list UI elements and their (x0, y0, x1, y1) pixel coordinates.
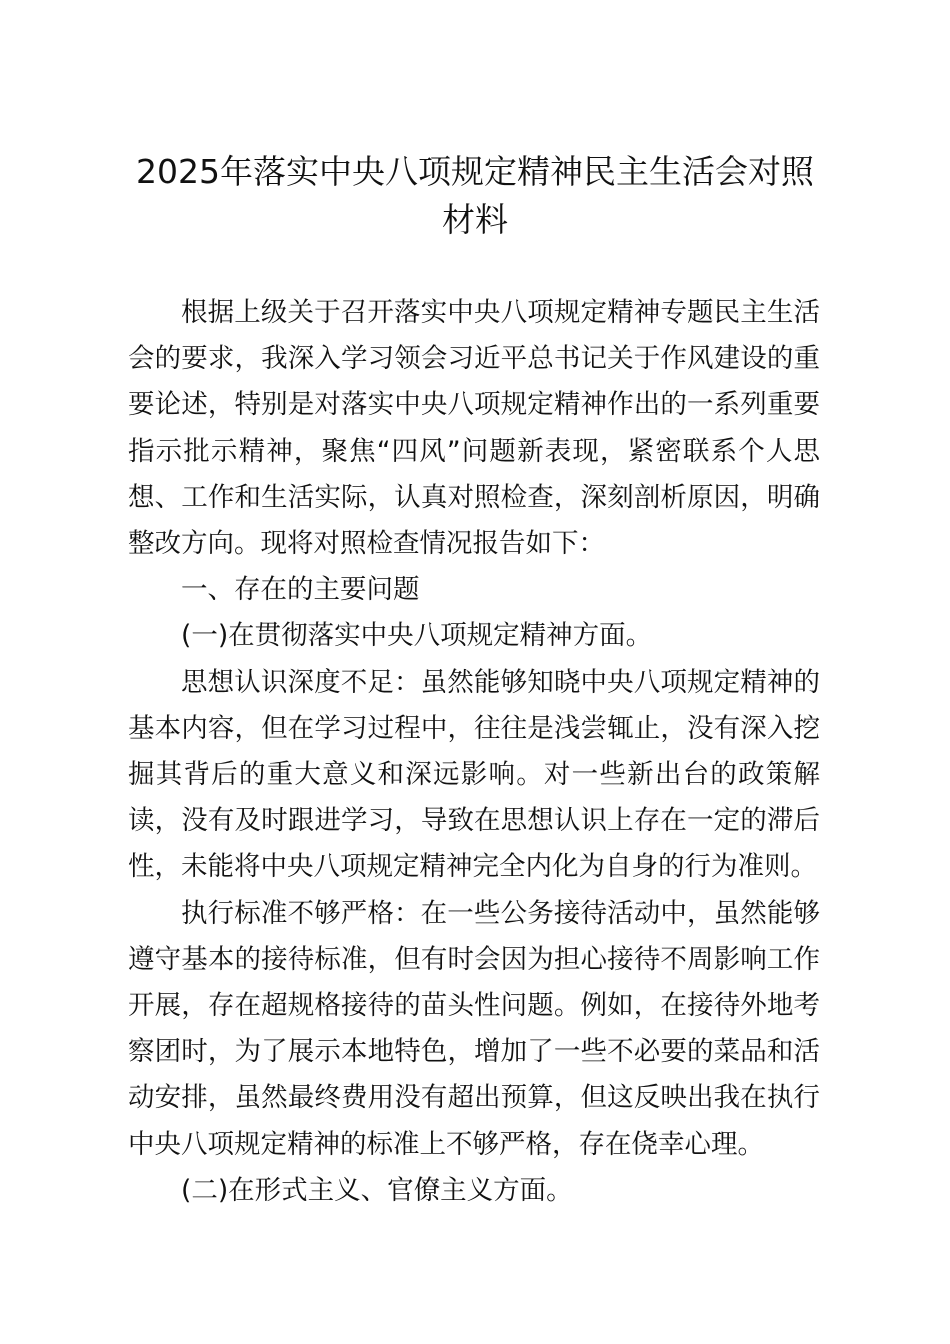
body-paragraph: 思想认识深度不足：虽然能够知晓中央八项规定精神的基本内容，但在学习过程中，往往是浅尝辄止，没有深入挖掘其背后的重大意义和深远影响。对一些新出台的政策解读，没有及时跟进学习，导致在思想认识上存在一定的滞后性，未能将中央八项规定精神完全内化为自身的行为准则。 (128, 666, 820, 883)
document-body (128, 290, 820, 1214)
subsection-heading: (二)在形式主义、官僚主义方面。 (181, 1174, 573, 1206)
section-heading: 一、存在的主要问题 (181, 574, 420, 606)
body-paragraph: 执行标准不够严格：在一些公务接待活动中，虽然能够遵守基本的接待标准，但有时会因为担心接待不周影响工作开展，存在超规格接待的苗头性问题。例如，在接待外地考察团时，为了展示本地特色，增加了一些不必要的菜品和活动安排，虽然最终费用没有超出预算，但这反映出我在执行中央八项规定精神的标准上不够严格，存在侥幸心理。 (128, 897, 820, 1160)
intro-paragraph: 根据上级关于召开落实中央八项规定精神专题民主生活会的要求，我深入学习领会习近平总书记关于作风建设的重要论述，特别是对落实中央八项规定精神作出的一系列重要指示批示精神，聚焦“四风”问题新表现，紧密联系个人思想、工作和生活实际，认真对照检查，深刻剖析原因，明确整改方向。现将对照检查情况报告如下： (128, 297, 820, 560)
document-title: 2025年落实中央八项规定精神民主生活会对照材料 (136, 152, 814, 239)
subsection-heading: (一)在贯彻落实中央八项规定精神方面。 (181, 620, 653, 652)
